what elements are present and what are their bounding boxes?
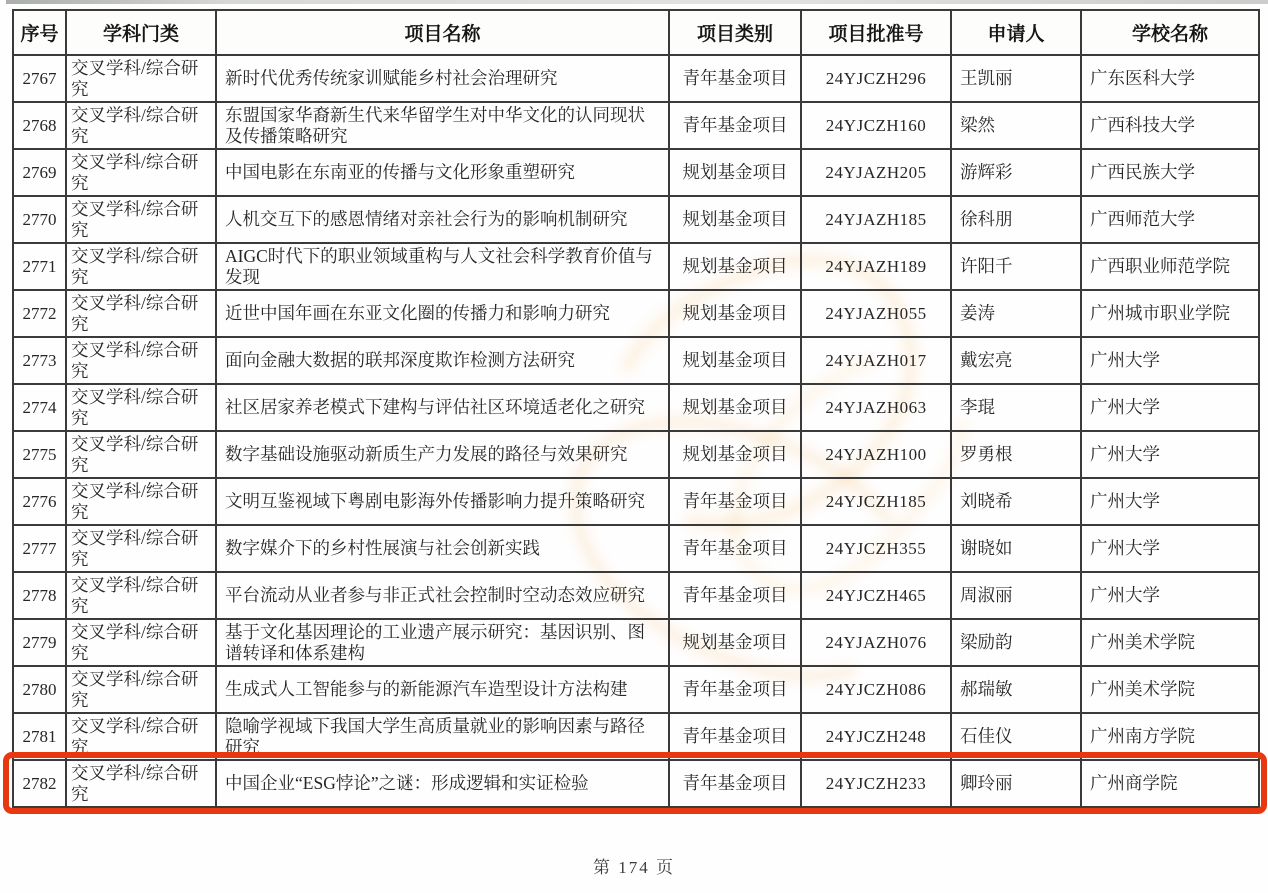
- cell-applicant-2777: 谢晓如: [951, 525, 1081, 572]
- table-row-2770: [13, 196, 1259, 243]
- cell-school-2775: 广州大学: [1081, 431, 1259, 478]
- column-header-category: 项目类别: [669, 10, 801, 55]
- cell-title-2781: 隐喻学视域下我国大学生高质量就业的影响因素与路径研究: [216, 713, 669, 760]
- column-header-seq: 序号: [13, 10, 66, 55]
- cell-applicant-2780: 郝瑞敏: [951, 666, 1081, 713]
- cell-applicant-2773: 戴宏亮: [951, 337, 1081, 384]
- cell-title-2775: 数字基础设施驱动新质生产力发展的路径与效果研究: [216, 431, 669, 478]
- cell-seq-2772: 2772: [13, 290, 66, 337]
- cell-grant_no-2776: 24YJCZH185: [801, 478, 951, 525]
- table-row-2772: [13, 290, 1259, 337]
- cell-school-2780: 广州美术学院: [1081, 666, 1259, 713]
- cell-applicant-2769: 游辉彩: [951, 149, 1081, 196]
- cell-grant_no-2768: 24YJCZH160: [801, 102, 951, 149]
- cell-applicant-2779: 梁励韵: [951, 619, 1081, 666]
- scan-artifact-band: [6, 0, 1268, 4]
- cell-seq-2775: 2775: [13, 431, 66, 478]
- cell-applicant-2772: 姜涛: [951, 290, 1081, 337]
- cell-category-2768: 青年基金项目: [669, 102, 801, 149]
- cell-title-2777: 数字媒介下的乡村性展演与社会创新实践: [216, 525, 669, 572]
- cell-category-2781: 青年基金项目: [669, 713, 801, 760]
- cell-discipline-2768: 交叉学科/综合研究: [66, 102, 216, 149]
- cell-title-2772: 近世中国年画在东亚文化圈的传播力和影响力研究: [216, 290, 669, 337]
- cell-seq-2768: 2768: [13, 102, 66, 149]
- cell-grant_no-2769: 24YJAZH205: [801, 149, 951, 196]
- cell-school-2782: 广州商学院: [1081, 760, 1259, 807]
- column-header-discipline: 学科门类: [66, 10, 216, 55]
- cell-category-2772: 规划基金项目: [669, 290, 801, 337]
- cell-grant_no-2778: 24YJCZH465: [801, 572, 951, 619]
- cell-grant_no-2775: 24YJAZH100: [801, 431, 951, 478]
- cell-title-2780: 生成式人工智能参与的新能源汽车造型设计方法构建: [216, 666, 669, 713]
- cell-category-2767: 青年基金项目: [669, 55, 801, 102]
- cell-title-2776: 文明互鉴视域下粤剧电影海外传播影响力提升策略研究: [216, 478, 669, 525]
- cell-grant_no-2767: 24YJCZH296: [801, 55, 951, 102]
- cell-discipline-2775: 交叉学科/综合研究: [66, 431, 216, 478]
- cell-grant_no-2781: 24YJCZH248: [801, 713, 951, 760]
- cell-discipline-2779: 交叉学科/综合研究: [66, 619, 216, 666]
- cell-category-2769: 规划基金项目: [669, 149, 801, 196]
- cell-applicant-2781: 石佳仪: [951, 713, 1081, 760]
- cell-title-2767: 新时代优秀传统家训赋能乡村社会治理研究: [216, 55, 669, 102]
- cell-applicant-2768: 梁然: [951, 102, 1081, 149]
- cell-category-2779: 规划基金项目: [669, 619, 801, 666]
- cell-grant_no-2770: 24YJAZH185: [801, 196, 951, 243]
- cell-grant_no-2772: 24YJAZH055: [801, 290, 951, 337]
- cell-grant_no-2773: 24YJAZH017: [801, 337, 951, 384]
- cell-seq-2774: 2774: [13, 384, 66, 431]
- cell-category-2773: 规划基金项目: [669, 337, 801, 384]
- cell-school-2779: 广州美术学院: [1081, 619, 1259, 666]
- cell-seq-2779: 2779: [13, 619, 66, 666]
- column-header-applicant: 申请人: [951, 10, 1081, 55]
- table-row-2768: [13, 102, 1259, 149]
- cell-category-2776: 青年基金项目: [669, 478, 801, 525]
- table-row-2777: [13, 525, 1259, 572]
- cell-category-2782: 青年基金项目: [669, 760, 801, 807]
- column-header-grant_no: 项目批准号: [801, 10, 951, 55]
- cell-title-2779: 基于文化基因理论的工业遗产展示研究：基因识别、图谱转译和体系建构: [216, 619, 669, 666]
- cell-applicant-2778: 周淑丽: [951, 572, 1081, 619]
- cell-seq-2771: 2771: [13, 243, 66, 290]
- table-row-2773: [13, 337, 1259, 384]
- cell-discipline-2771: 交叉学科/综合研究: [66, 243, 216, 290]
- cell-category-2780: 青年基金项目: [669, 666, 801, 713]
- cell-applicant-2775: 罗勇根: [951, 431, 1081, 478]
- cell-school-2777: 广州大学: [1081, 525, 1259, 572]
- cell-seq-2781: 2781: [13, 713, 66, 760]
- cell-grant_no-2779: 24YJAZH076: [801, 619, 951, 666]
- cell-school-2778: 广州大学: [1081, 572, 1259, 619]
- cell-category-2775: 规划基金项目: [669, 431, 801, 478]
- cell-applicant-2774: 李琨: [951, 384, 1081, 431]
- cell-discipline-2770: 交叉学科/综合研究: [66, 196, 216, 243]
- cell-school-2774: 广州大学: [1081, 384, 1259, 431]
- table-row-2775: [13, 431, 1259, 478]
- cell-seq-2776: 2776: [13, 478, 66, 525]
- cell-discipline-2776: 交叉学科/综合研究: [66, 478, 216, 525]
- cell-school-2773: 广州大学: [1081, 337, 1259, 384]
- cell-applicant-2770: 徐科朋: [951, 196, 1081, 243]
- cell-title-2778: 平台流动从业者参与非正式社会控制时空动态效应研究: [216, 572, 669, 619]
- cell-discipline-2767: 交叉学科/综合研究: [66, 55, 216, 102]
- cell-discipline-2769: 交叉学科/综合研究: [66, 149, 216, 196]
- cell-title-2768: 东盟国家华裔新生代来华留学生对中华文化的认同现状及传播策略研究: [216, 102, 669, 149]
- table-row-2779: [13, 619, 1259, 666]
- cell-grant_no-2777: 24YJCZH355: [801, 525, 951, 572]
- table-header-row: [13, 10, 1259, 55]
- table-row-2778: [13, 572, 1259, 619]
- cell-school-2776: 广州大学: [1081, 478, 1259, 525]
- cell-seq-2773: 2773: [13, 337, 66, 384]
- cell-seq-2767: 2767: [13, 55, 66, 102]
- cell-applicant-2782: 卿玲丽: [951, 760, 1081, 807]
- cell-category-2778: 青年基金项目: [669, 572, 801, 619]
- grant-projects-table: [12, 9, 1260, 808]
- cell-school-2769: 广西民族大学: [1081, 149, 1259, 196]
- cell-discipline-2777: 交叉学科/综合研究: [66, 525, 216, 572]
- cell-category-2774: 规划基金项目: [669, 384, 801, 431]
- table-body: [13, 55, 1259, 807]
- cell-school-2770: 广西师范大学: [1081, 196, 1259, 243]
- cell-title-2774: 社区居家养老模式下建构与评估社区环境适老化之研究: [216, 384, 669, 431]
- cell-title-2769: 中国电影在东南亚的传播与文化形象重塑研究: [216, 149, 669, 196]
- cell-school-2771: 广西职业师范学院: [1081, 243, 1259, 290]
- cell-title-2770: 人机交互下的感恩情绪对亲社会行为的影响机制研究: [216, 196, 669, 243]
- cell-applicant-2776: 刘晓希: [951, 478, 1081, 525]
- cell-category-2777: 青年基金项目: [669, 525, 801, 572]
- cell-title-2773: 面向金融大数据的联邦深度欺诈检测方法研究: [216, 337, 669, 384]
- table-row-2769: [13, 149, 1259, 196]
- cell-discipline-2774: 交叉学科/综合研究: [66, 384, 216, 431]
- table-row-2774: [13, 384, 1259, 431]
- cell-grant_no-2782: 24YJCZH233: [801, 760, 951, 807]
- cell-title-2771: AIGC时代下的职业领域重构与人文社会科学教育价值与发现: [216, 243, 669, 290]
- cell-seq-2769: 2769: [13, 149, 66, 196]
- page-number: 第 174 页: [593, 858, 675, 877]
- cell-seq-2777: 2777: [13, 525, 66, 572]
- cell-applicant-2767: 王凯丽: [951, 55, 1081, 102]
- cell-grant_no-2774: 24YJAZH063: [801, 384, 951, 431]
- cell-category-2771: 规划基金项目: [669, 243, 801, 290]
- table-row-2771: [13, 243, 1259, 290]
- cell-seq-2782: 2782: [13, 760, 66, 807]
- table-row-2782: [13, 760, 1259, 807]
- cell-discipline-2772: 交叉学科/综合研究: [66, 290, 216, 337]
- cell-seq-2770: 2770: [13, 196, 66, 243]
- cell-discipline-2778: 交叉学科/综合研究: [66, 572, 216, 619]
- cell-discipline-2773: 交叉学科/综合研究: [66, 337, 216, 384]
- cell-applicant-2771: 许阳千: [951, 243, 1081, 290]
- cell-school-2781: 广州南方学院: [1081, 713, 1259, 760]
- cell-seq-2778: 2778: [13, 572, 66, 619]
- table-head: [13, 10, 1259, 55]
- table-row-2781: [13, 713, 1259, 760]
- cell-category-2770: 规划基金项目: [669, 196, 801, 243]
- cell-school-2768: 广西科技大学: [1081, 102, 1259, 149]
- cell-grant_no-2771: 24YJAZH189: [801, 243, 951, 290]
- table-row-2780: [13, 666, 1259, 713]
- cell-discipline-2781: 交叉学科/综合研究: [66, 713, 216, 760]
- cell-school-2772: 广州城市职业学院: [1081, 290, 1259, 337]
- cell-school-2767: 广东医科大学: [1081, 55, 1259, 102]
- cell-grant_no-2780: 24YJCZH086: [801, 666, 951, 713]
- cell-discipline-2780: 交叉学科/综合研究: [66, 666, 216, 713]
- column-header-school: 学校名称: [1081, 10, 1259, 55]
- table-row-2776: [13, 478, 1259, 525]
- cell-seq-2780: 2780: [13, 666, 66, 713]
- cell-discipline-2782: 交叉学科/综合研究: [66, 760, 216, 807]
- cell-title-2782: 中国企业“ESG悖论”之谜：形成逻辑和实证检验: [216, 760, 669, 807]
- column-header-title: 项目名称: [216, 10, 669, 55]
- table-row-2767: [13, 55, 1259, 102]
